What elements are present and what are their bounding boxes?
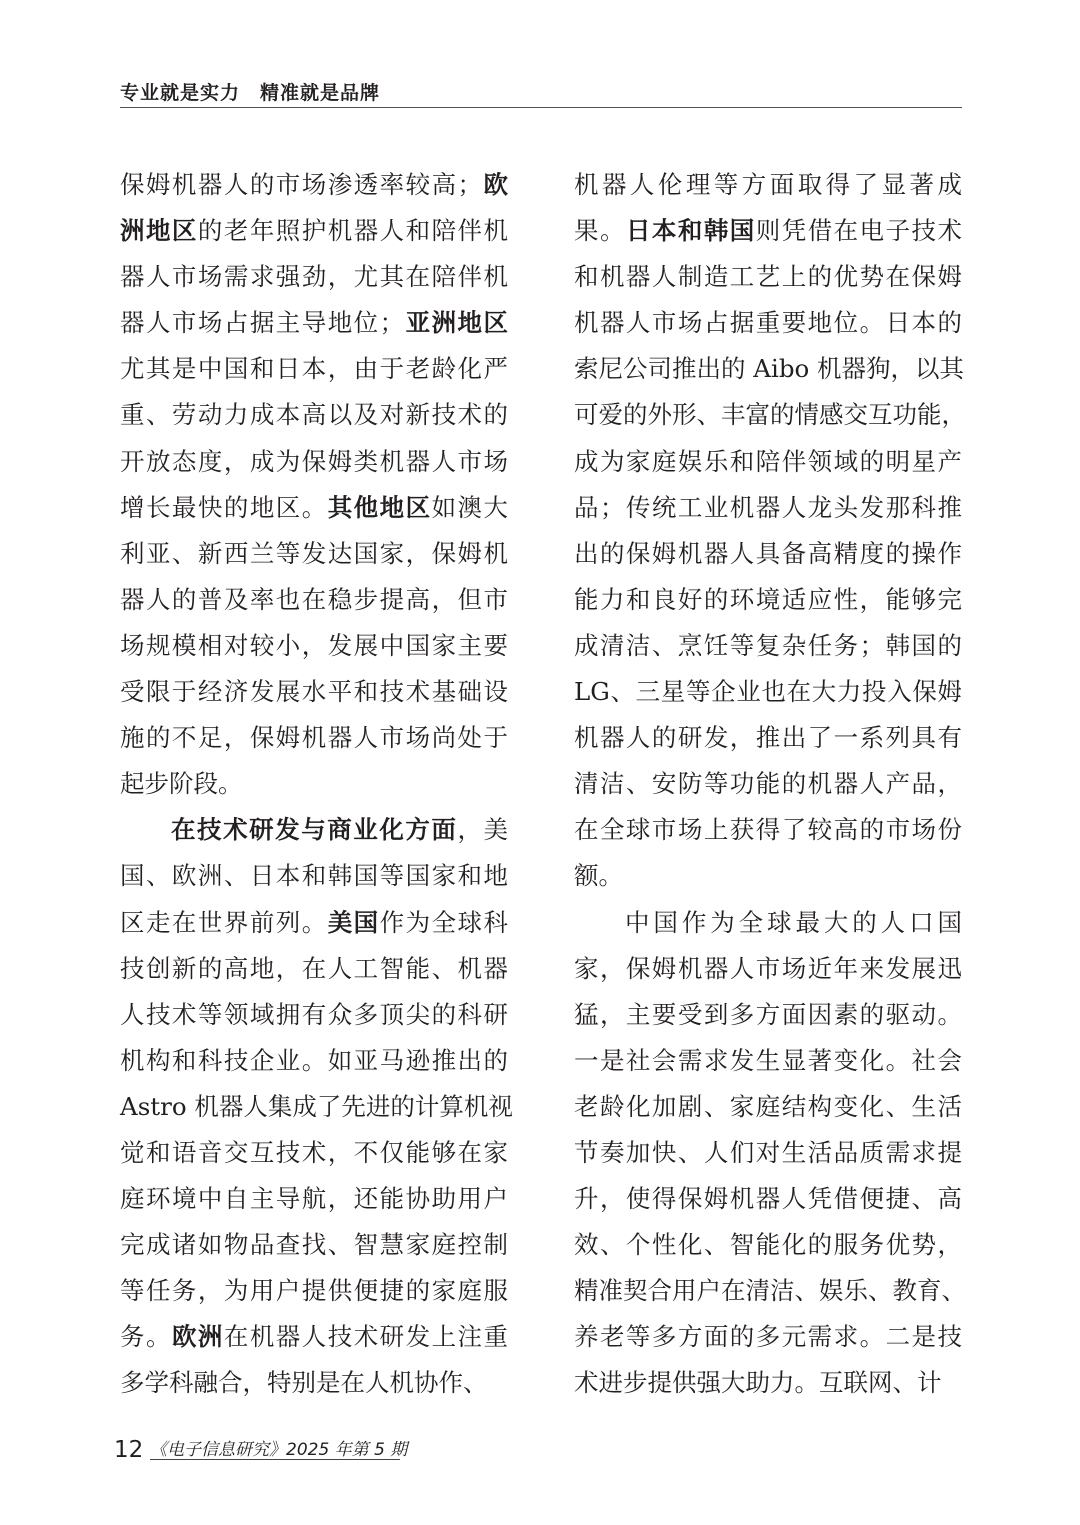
bold-term: 亚洲地区 — [404, 308, 509, 338]
text-line: 器人市场需求强劲，尤其在陪伴机 — [120, 262, 508, 292]
text-line: 保姆机器人的市场渗透率较高；欧 — [120, 170, 509, 199]
text-line: 器人的普及率也在稳步提高，但市 — [120, 584, 508, 614]
text-line: 务。欧洲在机器人技术研发上注重 — [120, 1322, 509, 1352]
right-column — [574, 162, 966, 1407]
text-line: 器人市场占据主导地位；亚洲地区 — [120, 308, 509, 338]
bold-term: 美国 — [327, 907, 380, 937]
text-line: 品；传统工业机器人龙头发那科推 — [574, 492, 962, 522]
text-line: 可爱的外形、丰富的情感交互功能， — [574, 400, 966, 430]
text-line: 重、劳动力成本高以及对新技术的 — [120, 400, 508, 430]
text-line: 人技术等领域拥有众多顶尖的科研 — [120, 999, 508, 1029]
text-line: 精准契合用户在清洁、娱乐、教育、 — [574, 1276, 966, 1306]
text-line: 利亚、新西兰等发达国家，保姆机 — [120, 538, 508, 568]
text-line: 施的不足，保姆机器人市场尚处于 — [120, 723, 508, 753]
text-line: 在技术研发与商业化方面，美 — [171, 815, 509, 845]
text-line: 老龄化加剧、家庭结构变化、生活 — [574, 1091, 962, 1121]
running-header-slogan: 专业就是实力 精准就是品牌 — [120, 82, 381, 104]
text-line: 机器人市场占据重要地位。日本的 — [574, 308, 962, 338]
bold-term: 洲地区 — [120, 216, 198, 246]
text-line: 庭环境中自主导航，还能协助用户 — [120, 1184, 508, 1214]
text-line: 节奏加快、人们对生活品质需求提 — [574, 1137, 962, 1167]
text-line: 机器人伦理等方面取得了显著成 — [574, 170, 962, 199]
text-line: 能力和良好的环境适应性，能够完 — [574, 584, 962, 614]
text-line: 效、个性化、智能化的服务优势， — [574, 1230, 962, 1260]
bold-term: 欧洲 — [171, 1322, 224, 1352]
text-line: 中国作为全球最大的人口国 — [625, 907, 962, 937]
text-line: 完成诸如物品查找、智慧家庭控制 — [120, 1230, 508, 1260]
text-line: 区走在世界前列。美国作为全球科 — [120, 907, 509, 937]
text-line: 技创新的高地，在人工智能、机器 — [120, 953, 508, 983]
text-line: 等任务，为用户提供便捷的家庭服 — [120, 1276, 508, 1306]
text-line: 多学科融合，特别是在人机协作、 — [120, 1368, 488, 1398]
text-line: 增长最快的地区。其他地区如澳大 — [120, 492, 509, 522]
text-line: 觉和语音交互技术，不仅能够在家 — [120, 1137, 508, 1167]
text-line: 和机器人制造工艺上的优势在保姆 — [574, 262, 962, 292]
text-line: 一是社会需求发生显著变化。社会 — [574, 1045, 962, 1075]
text-line: 索尼公司推出的 Aibo 机器狗，以其 — [574, 354, 965, 384]
text-line: 猛，主要受到多方面因素的驱动。 — [574, 999, 962, 1029]
text-line: 起步阶段。 — [120, 769, 243, 799]
text-line: 养老等多方面的多元需求。二是技 — [574, 1322, 962, 1352]
bold-term: 其他地区 — [327, 492, 432, 522]
text-line: 国、欧洲、日本和韩国等国家和地 — [120, 861, 508, 891]
text-line: 额。 — [574, 861, 623, 891]
footer-rule — [150, 1459, 400, 1460]
header-rule — [120, 107, 962, 108]
text-line: 家，保姆机器人市场近年来发展迅 — [574, 953, 962, 983]
bold-term: 欧 — [482, 170, 509, 199]
left-column — [120, 162, 513, 1407]
text-line: 成为家庭娱乐和陪伴领域的明星产 — [574, 446, 962, 476]
page-number: 12 — [114, 1437, 144, 1463]
text-line: 尤其是中国和日本，由于老龄化严 — [120, 354, 508, 384]
text-line: 机器人的研发，推出了一系列具有 — [574, 723, 962, 753]
text-line: 机构和科技企业。如亚马逊推出的 — [120, 1045, 508, 1075]
text-line: Astro 机器人集成了先进的计算机视 — [120, 1091, 513, 1121]
text-line: 果。日本和韩国则凭借在电子技术 — [574, 216, 963, 246]
bold-term: 在技术研发与商业化方面 — [171, 815, 458, 845]
text-line: 升，使得保姆机器人凭借便捷、高 — [574, 1184, 962, 1214]
text-line: 洲地区的老年照护机器人和陪伴机 — [120, 216, 509, 246]
text-line: LG、三星等企业也在大力投入保姆 — [574, 677, 962, 707]
text-line: 成清洁、烹饪等复杂任务；韩国的 — [574, 630, 962, 660]
text-line: 出的保姆机器人具备高精度的操作 — [574, 538, 962, 568]
text-line: 受限于经济发展水平和技术基础设 — [120, 677, 508, 707]
text-line: 术进步提供强大助力。互联网、计 — [574, 1368, 942, 1398]
text-line: 在全球市场上获得了较高的市场份 — [574, 815, 962, 845]
journal-citation: 《电子信息研究》2025 年第 5 期 — [150, 1440, 408, 1460]
bold-term: 日本和韩国 — [625, 216, 756, 246]
text-line: 开放态度，成为保姆类机器人市场 — [120, 446, 508, 476]
text-line: 场规模相对较小，发展中国家主要 — [120, 630, 508, 660]
text-line: 清洁、安防等功能的机器人产品， — [574, 769, 962, 799]
